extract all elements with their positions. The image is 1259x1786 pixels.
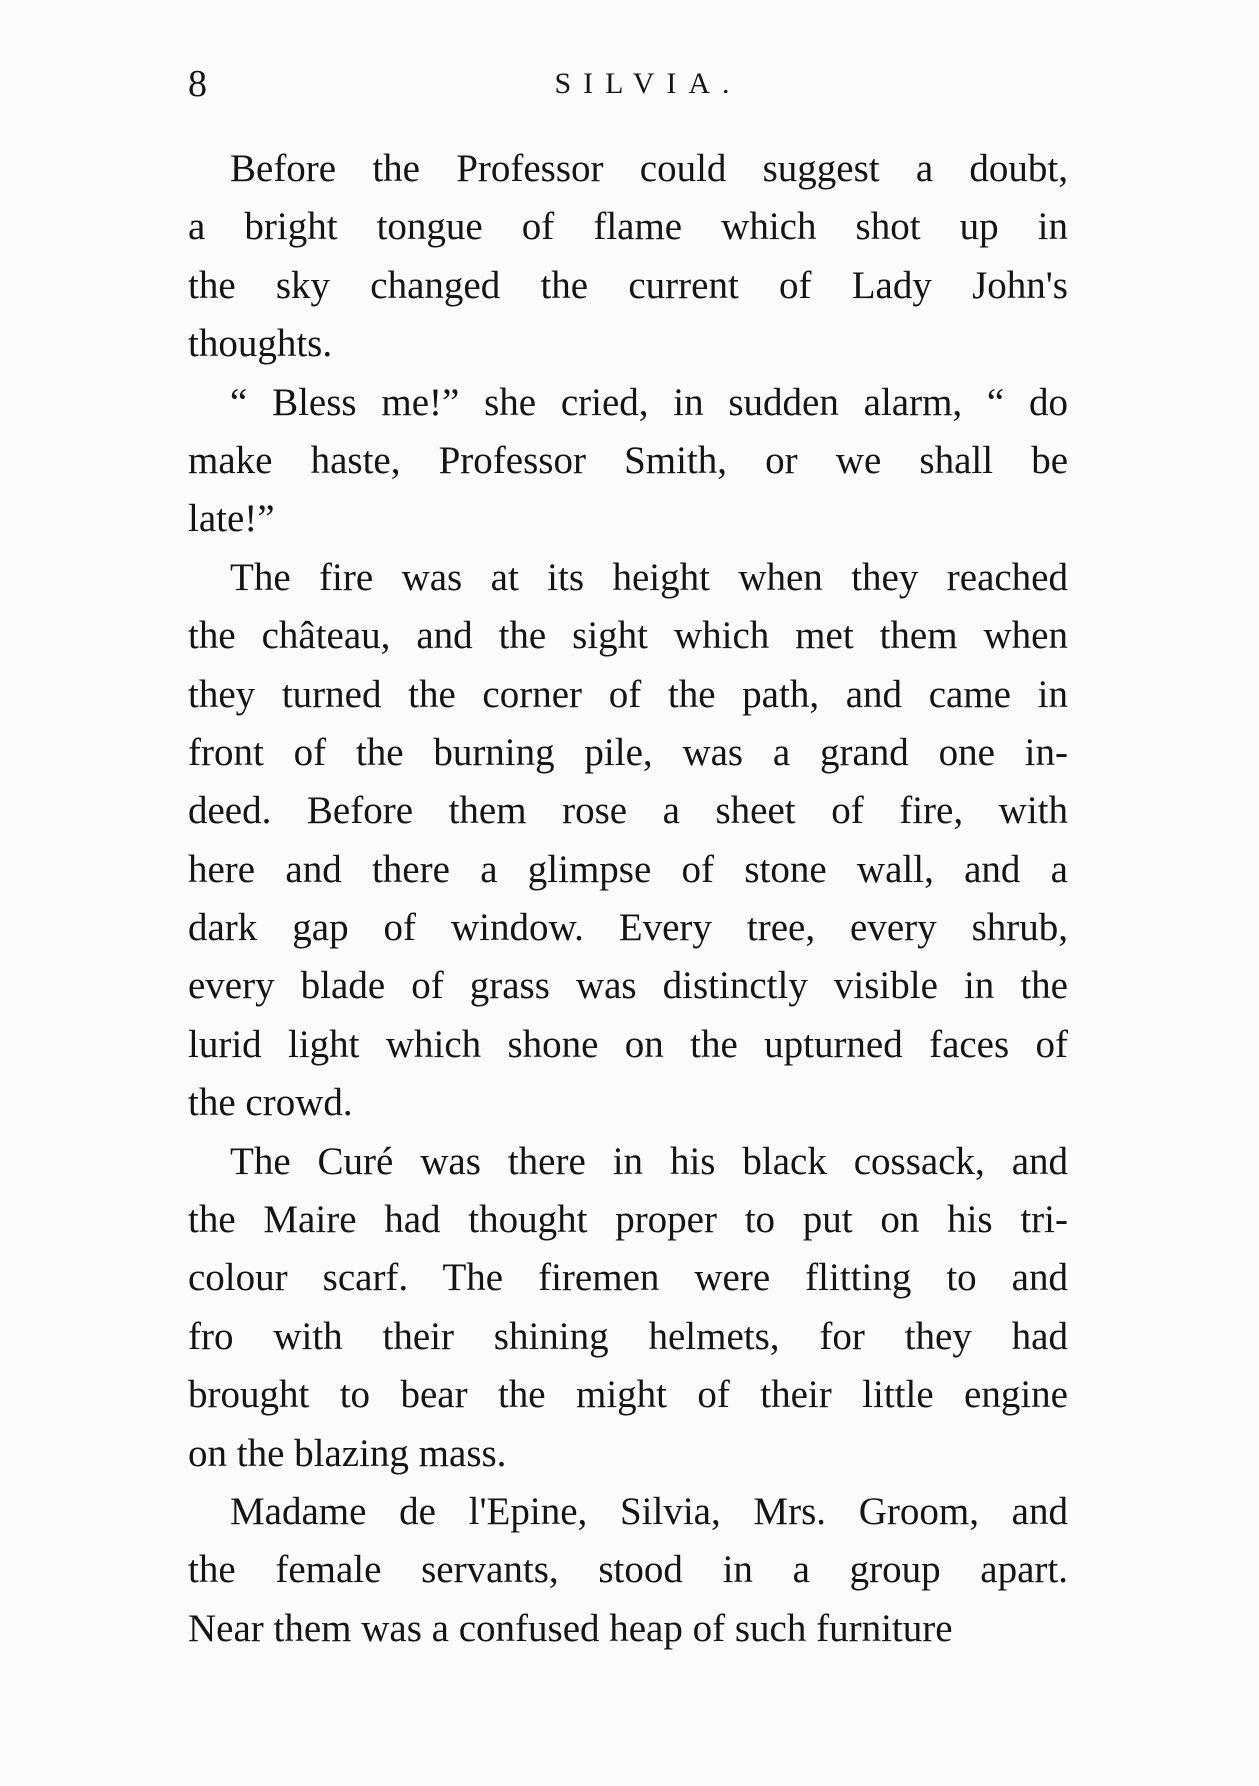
text-line: Near them was a confused heap of such furniture [188, 1606, 953, 1650]
text-line: colour scarf. The firemen were flitting to and [188, 1256, 1068, 1300]
running-head [188, 58, 1068, 110]
text-line: every blade of grass was distinctly visible in the [188, 964, 1068, 1008]
text-line: Before the Professor could suggest a doubt, [230, 147, 1068, 190]
text-line: The Curé was there in his black cossack, and [230, 1139, 1068, 1183]
text-line: fro with their shining helmets, for they had [188, 1314, 1068, 1358]
paragraph [188, 1483, 1068, 1658]
text-line: “ Bless me!” she cried, in sudden alarm, “ do [230, 380, 1068, 424]
text-line: the crowd. [188, 1081, 353, 1125]
text-line: make haste, Professor Smith, or we shall be [188, 438, 1068, 482]
text-line: lurid light which shone on the upturned faces of [188, 1022, 1068, 1066]
page-number: 8 [188, 63, 207, 105]
text-line: thoughts. [188, 322, 333, 366]
text-line: late!” [188, 497, 275, 541]
text-line: the sky changed the current of Lady John's [188, 263, 1068, 307]
text-line: The fire was at its height when they reached [230, 555, 1068, 599]
body-text [188, 140, 1068, 1658]
paragraph [188, 549, 1068, 1133]
text-line: a bright tongue of flame which shot up in [188, 205, 1068, 249]
text-line: the château, and the sight which met them when [188, 614, 1068, 658]
text-line: deed. Before them rose a sheet of fire, with [188, 789, 1068, 833]
text-line: here and there a glimpse of stone wall, and a [188, 847, 1068, 891]
paragraph [188, 374, 1068, 549]
text-line: Madame de l'Epine, Silvia, Mrs. Groom, and [230, 1489, 1068, 1533]
text-line: they turned the corner of the path, and came in [188, 672, 1068, 716]
text-line: dark gap of window. Every tree, every shrub, [188, 906, 1068, 950]
paragraph [188, 1133, 1068, 1483]
text-line: on the blazing mass. [188, 1431, 507, 1475]
text-line: the Maire had thought proper to put on his tri- [188, 1198, 1068, 1242]
paragraph [188, 140, 1068, 374]
text-line: brought to bear the might of their little engine [188, 1373, 1068, 1417]
text-line: the female servants, stood in a group apart. [188, 1548, 1068, 1592]
book-title: SILVIA. [554, 67, 742, 100]
text-line: front of the burning pile, was a grand one in- [188, 730, 1068, 774]
